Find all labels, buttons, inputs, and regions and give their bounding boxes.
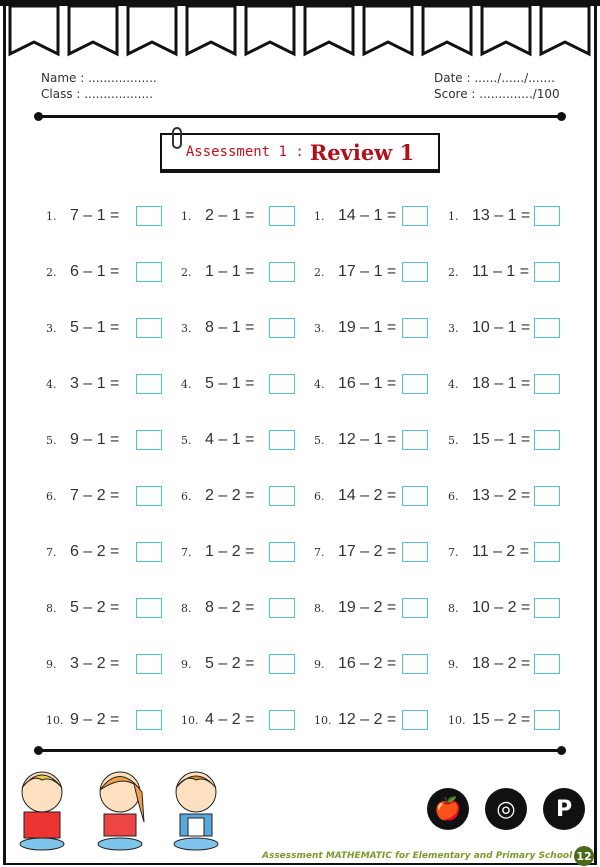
answer-box[interactable] <box>269 430 295 450</box>
bunting-flag <box>364 6 412 54</box>
problem-number: 8. <box>314 601 325 615</box>
problem-expression: 3 – 2 = <box>70 655 120 672</box>
problem-item <box>314 429 434 451</box>
answer-box[interactable] <box>402 486 428 506</box>
answer-box[interactable] <box>269 542 295 562</box>
bunting-flag <box>69 6 117 54</box>
answer-box[interactable] <box>136 430 162 450</box>
problem-item <box>181 261 301 283</box>
answer-box[interactable] <box>534 710 560 730</box>
problem-number: 6. <box>46 489 57 503</box>
problem-number: 3. <box>448 321 459 335</box>
problem-expression: 10 – 1 = <box>472 319 531 336</box>
problem-expression: 8 – 2 = <box>205 599 255 616</box>
apple-icon[interactable]: 🍎 <box>427 788 469 830</box>
answer-box[interactable] <box>136 710 162 730</box>
assessment-info <box>434 70 560 102</box>
answer-box[interactable] <box>534 486 560 506</box>
problem-item <box>181 373 301 395</box>
problem-number: 6. <box>314 489 325 503</box>
problem-expression: 4 – 1 = <box>205 431 255 448</box>
problem-item <box>46 597 166 619</box>
title-prefix: Assessment 1 : <box>185 144 304 160</box>
answer-box[interactable] <box>402 542 428 562</box>
answer-box[interactable] <box>136 262 162 282</box>
bunting-flag <box>187 6 235 54</box>
problem-expression: 14 – 2 = <box>338 487 397 504</box>
answer-box[interactable] <box>269 318 295 338</box>
problem-number: 8. <box>448 601 459 615</box>
problem-item <box>181 709 301 731</box>
problem-item <box>46 653 166 675</box>
answer-box[interactable] <box>534 374 560 394</box>
problem-number: 1. <box>448 209 459 223</box>
problem-expression: 5 – 2 = <box>205 655 255 672</box>
problem-expression: 15 – 1 = <box>472 431 531 448</box>
problem-item <box>181 429 301 451</box>
problem-item <box>314 373 434 395</box>
score-field[interactable]: Score : ............../100 <box>434 87 560 101</box>
problem-item <box>448 485 568 507</box>
bunting-decoration <box>8 4 598 60</box>
problem-expression: 19 – 1 = <box>338 319 397 336</box>
problem-number: 10. <box>46 713 64 727</box>
answer-box[interactable] <box>402 710 428 730</box>
problem-expression: 8 – 1 = <box>205 319 255 336</box>
problem-item <box>46 709 166 731</box>
problem-number: 9. <box>46 657 57 671</box>
divider-top <box>38 115 562 118</box>
problem-item <box>46 485 166 507</box>
problem-expression: 14 – 1 = <box>338 207 397 224</box>
answer-box[interactable] <box>269 710 295 730</box>
problem-number: 5. <box>448 433 459 447</box>
problem-expression: 2 – 2 = <box>205 487 255 504</box>
problem-expression: 2 – 1 = <box>205 207 255 224</box>
answer-box[interactable] <box>136 374 162 394</box>
problem-number: 3. <box>314 321 325 335</box>
problem-item <box>181 597 301 619</box>
answer-box[interactable] <box>534 206 560 226</box>
answer-box[interactable] <box>534 598 560 618</box>
worksheet-title <box>160 133 440 171</box>
problem-item <box>314 205 434 227</box>
answer-box[interactable] <box>269 654 295 674</box>
problem-number: 10. <box>448 713 466 727</box>
problem-item <box>314 541 434 563</box>
title-main: Review 1 <box>309 139 415 165</box>
problem-expression: 9 – 1 = <box>70 431 120 448</box>
problem-expression: 17 – 1 = <box>338 263 397 280</box>
problem-number: 7. <box>46 545 57 559</box>
kid-reading-illustration <box>12 762 72 852</box>
problem-item <box>448 317 568 339</box>
answer-box[interactable] <box>534 542 560 562</box>
answer-box[interactable] <box>402 374 428 394</box>
problem-item <box>181 653 301 675</box>
answer-box[interactable] <box>402 206 428 226</box>
footer-text: Assessment MATHEMATIC for Elementary and Primary School <box>262 851 573 861</box>
problem-expression: 13 – 2 = <box>472 487 531 504</box>
problem-number: 1. <box>181 209 192 223</box>
bunting-flag <box>482 6 530 54</box>
answer-box[interactable] <box>269 374 295 394</box>
problem-number: 7. <box>181 545 192 559</box>
problem-item <box>181 485 301 507</box>
problem-expression: 6 – 2 = <box>70 543 120 560</box>
answer-box[interactable] <box>534 654 560 674</box>
page-number: 12 <box>574 846 594 866</box>
problem-expression: 6 – 1 = <box>70 263 120 280</box>
bunting-flag <box>128 6 176 54</box>
problem-number: 1. <box>46 209 57 223</box>
student-info <box>41 70 157 102</box>
problem-expression: 4 – 2 = <box>205 711 255 728</box>
bunting-flag <box>10 6 58 54</box>
problem-item <box>314 485 434 507</box>
problem-expression: 9 – 2 = <box>70 711 120 728</box>
answer-box[interactable] <box>136 654 162 674</box>
problem-number: 3. <box>181 321 192 335</box>
paperclip-icon <box>172 127 182 149</box>
problem-number: 4. <box>448 377 459 391</box>
problem-expression: 5 – 2 = <box>70 599 120 616</box>
name-field[interactable]: Name : .................. <box>41 71 157 85</box>
problem-item <box>46 261 166 283</box>
problem-item <box>46 373 166 395</box>
problem-expression: 10 – 2 = <box>472 599 531 616</box>
problem-number: 8. <box>181 601 192 615</box>
problem-item <box>181 205 301 227</box>
instagram-icon[interactable]: ◎ <box>485 788 527 830</box>
problem-number: 8. <box>46 601 57 615</box>
problem-expression: 5 – 1 = <box>205 375 255 392</box>
problem-expression: 12 – 1 = <box>338 431 397 448</box>
problem-number: 2. <box>46 265 57 279</box>
answer-box[interactable] <box>136 598 162 618</box>
problem-number: 4. <box>46 377 57 391</box>
problem-number: 3. <box>46 321 57 335</box>
problem-number: 7. <box>314 545 325 559</box>
problem-item <box>448 205 568 227</box>
problem-expression: 11 – 1 = <box>472 263 530 280</box>
problem-expression: 5 – 1 = <box>70 319 120 336</box>
problem-expression: 7 – 1 = <box>70 207 120 224</box>
answer-box[interactable] <box>534 430 560 450</box>
problem-expression: 16 – 2 = <box>338 655 397 672</box>
problem-number: 5. <box>46 433 57 447</box>
problem-item <box>46 317 166 339</box>
problem-number: 4. <box>314 377 325 391</box>
problem-expression: 1 – 1 = <box>205 263 255 280</box>
problem-expression: 3 – 1 = <box>70 375 120 392</box>
problem-number: 5. <box>181 433 192 447</box>
class-field[interactable]: Class : .................. <box>41 87 153 101</box>
problem-item <box>448 373 568 395</box>
problem-number: 6. <box>448 489 459 503</box>
problem-item <box>181 541 301 563</box>
problem-number: 1. <box>314 209 325 223</box>
answer-box[interactable] <box>402 430 428 450</box>
problem-expression: 19 – 2 = <box>338 599 397 616</box>
problem-number: 6. <box>181 489 192 503</box>
answer-box[interactable] <box>402 318 428 338</box>
problem-number: 2. <box>181 265 192 279</box>
problem-item <box>448 653 568 675</box>
problem-item <box>448 261 568 283</box>
problem-expression: 17 – 2 = <box>338 543 397 560</box>
problem-number: 10. <box>314 713 332 727</box>
answer-box[interactable] <box>269 486 295 506</box>
problem-item <box>314 597 434 619</box>
kid-thinking-illustration <box>90 762 150 852</box>
date-field[interactable]: Date : ....../....../....... <box>434 71 555 85</box>
problem-item <box>448 709 568 731</box>
answer-box[interactable] <box>269 262 295 282</box>
problem-number: 2. <box>314 265 325 279</box>
problem-number: 5. <box>314 433 325 447</box>
problem-item <box>314 709 434 731</box>
problem-expression: 11 – 2 = <box>472 543 530 560</box>
bunting-flag <box>246 6 294 54</box>
problem-item <box>448 429 568 451</box>
problem-item <box>314 261 434 283</box>
divider-bottom <box>38 749 562 752</box>
problem-item <box>46 205 166 227</box>
problem-item <box>448 597 568 619</box>
answer-box[interactable] <box>534 262 560 282</box>
problem-number: 9. <box>181 657 192 671</box>
answer-box[interactable] <box>402 598 428 618</box>
problem-expression: 7 – 2 = <box>70 487 120 504</box>
answer-box[interactable] <box>402 654 428 674</box>
answer-box[interactable] <box>402 262 428 282</box>
problem-item <box>314 317 434 339</box>
bunting-flag <box>423 6 471 54</box>
problem-number: 9. <box>314 657 325 671</box>
answer-box[interactable] <box>136 318 162 338</box>
kid-writing-illustration <box>166 762 226 852</box>
problem-expression: 18 – 2 = <box>472 655 531 672</box>
problem-number: 4. <box>181 377 192 391</box>
problem-expression: 12 – 2 = <box>338 711 397 728</box>
answer-box[interactable] <box>269 206 295 226</box>
problem-expression: 18 – 1 = <box>472 375 531 392</box>
problem-item <box>314 653 434 675</box>
problem-number: 10. <box>181 713 199 727</box>
problem-expression: 15 – 2 = <box>472 711 531 728</box>
problem-expression: 16 – 1 = <box>338 375 397 392</box>
answer-box[interactable] <box>136 486 162 506</box>
problem-item <box>181 317 301 339</box>
problem-number: 9. <box>448 657 459 671</box>
problem-expression: 13 – 1 = <box>472 207 531 224</box>
bunting-flag <box>305 6 353 54</box>
answer-box[interactable] <box>534 318 560 338</box>
answer-box[interactable] <box>269 598 295 618</box>
problem-item <box>448 541 568 563</box>
answer-box[interactable] <box>136 206 162 226</box>
problem-item <box>46 429 166 451</box>
problem-item <box>46 541 166 563</box>
answer-box[interactable] <box>136 542 162 562</box>
problem-number: 7. <box>448 545 459 559</box>
problem-expression: 1 – 2 = <box>205 543 255 560</box>
problem-number: 2. <box>448 265 459 279</box>
pinterest-icon[interactable]: P <box>543 788 585 830</box>
bunting-flag <box>541 6 589 54</box>
